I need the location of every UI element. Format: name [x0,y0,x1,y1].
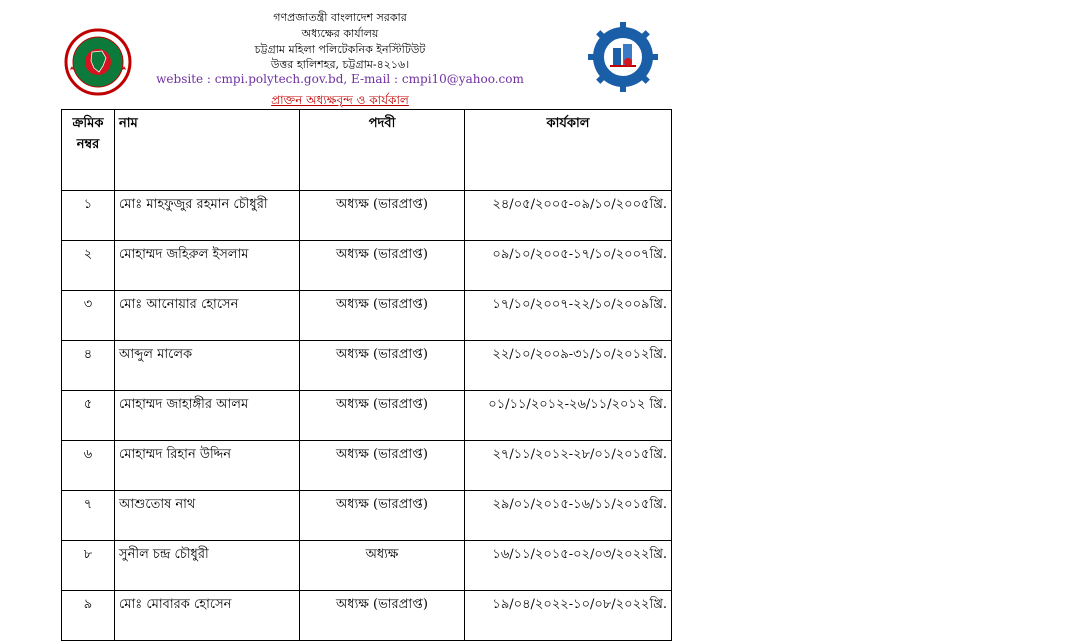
table-header-row [62,110,672,191]
table-row [62,491,672,541]
serial-cell: ১ [62,191,115,241]
serial-cell: ৩ [62,291,115,341]
govt-line: গণপ্রজাতন্ত্রী বাংলাদেশ সরকার [273,11,407,24]
col-name-header: নাম [115,110,300,191]
serial-cell: ৮ [62,541,115,591]
serial-cell: ৫ [62,391,115,441]
letterhead [0,0,680,110]
tenure-cell: ২৭/১১/২০১২-২৮/০১/২০১৫খ্রি. [465,441,672,491]
name-cell: আব্দুল মালেক [115,341,300,391]
serial-cell: ৬ [62,441,115,491]
designation-cell: অধ্যক্ষ [300,541,465,591]
name-cell: মোহাম্মদ জহিরুল ইসলাম [115,241,300,291]
tenure-cell: ২২/১০/২০০৯-৩১/১০/২০১২খ্রি. [465,341,672,391]
col-serial-header: ক্রমিক নম্বর [62,110,115,191]
tenure-cell: ২৯/০১/২০১৫-১৬/১১/২০১৫খ্রি. [465,491,672,541]
name-cell: মোহাম্মদ রিহান উদ্দিন [115,441,300,491]
name-cell: মোহাম্মদ জাহাঙ্গীর আলম [115,391,300,441]
designation-cell: অধ্যক্ষ (ভারপ্রাপ্ত) [300,441,465,491]
table-row [62,241,672,291]
table-row [62,541,672,591]
name-cell: আশুতোষ নাথ [115,491,300,541]
table-row [62,391,672,441]
tenure-cell: ১৬/১১/২০১৫-০২/০৩/২০২২খ্রি. [465,541,672,591]
office-line: অধ্যক্ষের কার্যালয় [301,27,379,40]
address-line: উত্তর হালিশহর, চট্টগ্রাম-৪২১৬। [270,58,410,71]
table-row [62,191,672,241]
tenure-cell: ১৯/০৪/২০২২-১০/০৮/২০২২খ্রি. [465,591,672,641]
table-row [62,591,672,641]
contact-line: website : cmpi.polytech.gov.bd, E-mail : cmpi10@yahoo.com [156,72,524,86]
col-designation-header: পদবী [300,110,465,191]
serial-cell: ৭ [62,491,115,541]
designation-cell: অধ্যক্ষ (ভারপ্রাপ্ত) [300,341,465,391]
tenure-cell: ০৯/১০/২০০৫-১৭/১০/২০০৭খ্রি. [465,241,672,291]
serial-cell: ৯ [62,591,115,641]
designation-cell: অধ্যক্ষ (ভারপ্রাপ্ত) [300,291,465,341]
serial-cell: ৪ [62,341,115,391]
name-cell: মোঃ আনোয়ার হোসেন [115,291,300,341]
table-row [62,441,672,491]
name-cell: মোঃ মোবারক হোসেন [115,591,300,641]
tenure-cell: ২৪/০৫/২০০৫-০৯/১০/২০০৫খ্রি. [465,191,672,241]
table-row [62,291,672,341]
designation-cell: অধ্যক্ষ (ভারপ্রাপ্ত) [300,391,465,441]
principals-table [61,109,672,641]
designation-cell: অধ্যক্ষ (ভারপ্রাপ্ত) [300,491,465,541]
table-row [62,341,672,391]
tenure-cell: ১৭/১০/২০০৭-২২/১০/২০০৯খ্রি. [465,291,672,341]
col-tenure-header: কার্যকাল [465,110,672,191]
serial-cell: ২ [62,241,115,291]
document-title: প্রাক্তন অধ্যক্ষবৃন্দ ও কার্যকাল [271,93,409,107]
tenure-cell: ০১/১১/২০১২-২৬/১১/২০১২ খ্রি. [465,391,672,441]
designation-cell: অধ্যক্ষ (ভারপ্রাপ্ত) [300,591,465,641]
institute-gear-logo-icon [588,22,658,92]
designation-cell: অধ্যক্ষ (ভারপ্রাপ্ত) [300,241,465,291]
name-cell: মোঃ মাহফুজুর রহমান চৌধুরী [115,191,300,241]
designation-cell: অধ্যক্ষ (ভারপ্রাপ্ত) [300,191,465,241]
institute-name: চট্টগ্রাম মহিলা পলিটেকনিক ইনস্টিটিউট [254,43,426,56]
name-cell: সুনীল চন্দ্র চৌধুরী [115,541,300,591]
